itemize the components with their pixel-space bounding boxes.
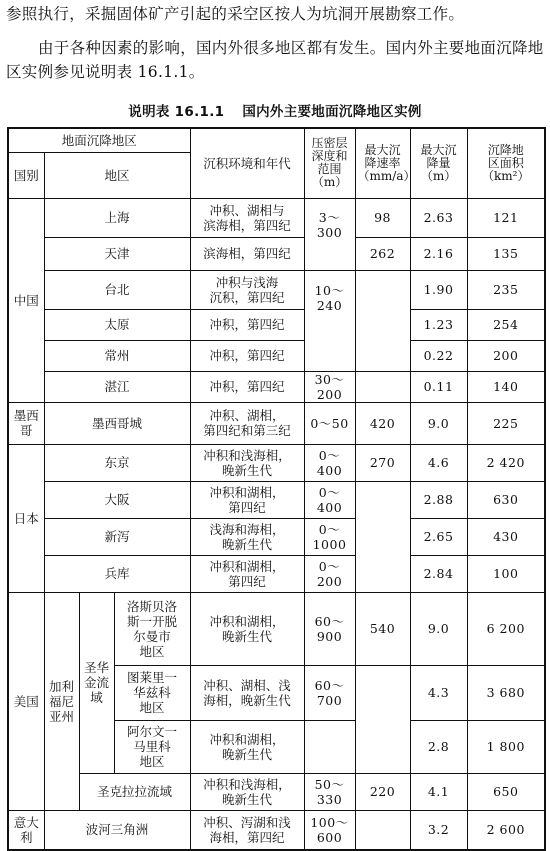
area-cell: 兵库 (44, 555, 190, 592)
env-cell: 冲积，第四纪 (190, 340, 304, 371)
env-cell: 冲积、湖相、浅 海相，晚新生代 (190, 665, 304, 720)
subsidence-cell: 4.1 (410, 773, 467, 810)
country-italy: 意大 利 (8, 810, 44, 850)
header-environment: 沉积环境和年代 (190, 128, 304, 198)
area-size-cell: 140 (467, 371, 545, 402)
rate-cell (355, 270, 410, 371)
table-row (8, 773, 545, 810)
state-california: 加利 福尼 亚州 (44, 592, 79, 810)
table-number: 说明表 16.1.1 (128, 104, 225, 120)
area-cell: 圣克拉拉流域 (79, 773, 190, 810)
header-depth: 压密层 深度和 范围 （m） (304, 128, 355, 198)
rate-cell (355, 371, 410, 402)
depth-cell: 60～900 (304, 592, 355, 665)
area-cell: 台北 (44, 270, 190, 309)
header-region-group: 地面沉降地区 (8, 128, 190, 152)
table-row (8, 518, 545, 555)
area-size-cell: 650 (467, 773, 545, 810)
depth-cell: 0～400 (304, 444, 355, 481)
depth-cell: 100～600 (304, 810, 355, 850)
area-size-cell: 121 (467, 198, 545, 237)
depth-cell: 0～1000 (304, 518, 355, 555)
subsidence-cell: 3.2 (410, 810, 467, 850)
table-row (8, 270, 545, 309)
depth-cell: 30～200 (304, 371, 355, 402)
area-size-cell: 630 (467, 481, 545, 518)
rate-cell (355, 810, 410, 850)
depth-cell (304, 720, 355, 773)
area-cell: 阿尔文一 马里科 地区 (114, 720, 190, 773)
depth-cell: 3～300 (304, 198, 355, 270)
header-area: 地区 (44, 152, 190, 198)
table-title: 国内外主要地面沉降地区实例 (242, 104, 422, 120)
area-size-cell: 1 800 (467, 720, 545, 773)
header-area-size: 沉降地 区面积 （km²） (467, 128, 545, 198)
depth-cell: 60～700 (304, 665, 355, 720)
area-cell: 洛斯贝洛 斯一开脱 尔曼市 地区 (114, 592, 190, 665)
header-row-1 (8, 128, 545, 152)
subsidence-cell: 1.23 (410, 309, 467, 340)
depth-cell: 0～200 (304, 555, 355, 592)
table-row (8, 371, 545, 402)
env-cell: 冲积和浅海相， 晚新生代 (190, 773, 304, 810)
depth-cell: 10～240 (304, 270, 355, 371)
subsidence-cell: 2.8 (410, 720, 467, 773)
area-size-cell: 200 (467, 340, 545, 371)
subsidence-cell: 0.22 (410, 340, 467, 371)
rate-cell (355, 481, 410, 592)
area-size-cell: 135 (467, 237, 545, 270)
country-mexico: 墨西 哥 (8, 402, 44, 444)
table-row (8, 810, 545, 850)
area-cell: 墨西哥城 (44, 402, 190, 444)
subsidence-cell: 4.3 (410, 665, 467, 720)
area-cell: 波河三角洲 (44, 810, 190, 850)
env-cell: 冲积、湖相与 滨海相，第四纪 (190, 198, 304, 237)
env-cell: 冲积、湖相， 第四纪和第三纪 (190, 402, 304, 444)
env-cell: 冲积，第四纪 (190, 371, 304, 402)
depth-cell: 0～50 (304, 402, 355, 444)
area-cell: 太原 (44, 309, 190, 340)
table-caption (0, 100, 550, 120)
area-size-cell: 3 680 (467, 665, 545, 720)
area-cell: 上海 (44, 198, 190, 237)
intro-paragraph-2: 由于各种因素的影响，国内外很多地区都有发生。国内外主要地面沉降地区实例参见说明表 16.1.1。 (6, 39, 544, 81)
area-cell: 湛江 (44, 371, 190, 402)
subsidence-cell: 2.65 (410, 518, 467, 555)
area-size-cell: 2 420 (467, 444, 545, 481)
subsidence-cell: 2.88 (410, 481, 467, 518)
country-japan: 日本 (8, 444, 44, 592)
table-row (8, 237, 545, 270)
rate-cell (355, 665, 410, 773)
table-row (8, 198, 545, 237)
table-row (8, 444, 545, 481)
env-cell: 滨海相，第四纪 (190, 237, 304, 270)
header-subsidence: 最大沉 降量 （m） (410, 128, 467, 198)
rate-cell: 262 (355, 237, 410, 270)
env-cell: 冲积与浅海 沉积，第四纪 (190, 270, 304, 309)
env-cell: 冲积、泻湖和浅 海相，第四纪 (190, 810, 304, 850)
area-cell: 新泻 (44, 518, 190, 555)
table-row (8, 592, 545, 665)
subsidence-cell: 2.84 (410, 555, 467, 592)
subsidence-cell: 4.6 (410, 444, 467, 481)
table-row (8, 555, 545, 592)
subsidence-cell: 9.0 (410, 592, 467, 665)
depth-cell: 0～400 (304, 481, 355, 518)
country-usa: 美国 (8, 592, 44, 810)
area-cell: 常州 (44, 340, 190, 371)
subsidence-table (7, 127, 546, 851)
area-cell: 大阪 (44, 481, 190, 518)
area-size-cell: 6 200 (467, 592, 545, 665)
subsidence-cell: 2.16 (410, 237, 467, 270)
area-cell: 东京 (44, 444, 190, 481)
basin-san-joaquin: 圣华 金流 域 (79, 592, 114, 773)
area-size-cell: 225 (467, 402, 545, 444)
area-cell: 天津 (44, 237, 190, 270)
env-cell: 冲积，第四纪 (190, 309, 304, 340)
env-cell: 冲积和湖相， 第四纪 (190, 555, 304, 592)
env-cell: 冲积和湖相， 第四纪 (190, 481, 304, 518)
area-size-cell: 235 (467, 270, 545, 309)
env-cell: 浅海和海相， 晚新生代 (190, 518, 304, 555)
table-row (8, 402, 545, 444)
area-size-cell: 100 (467, 555, 545, 592)
rate-cell: 220 (355, 773, 410, 810)
intro-paragraph-1: 参照执行，采掘固体矿产引起的采空区按人为坑洞开展勘察工作。 (6, 5, 465, 23)
subsidence-cell: 1.90 (410, 270, 467, 309)
rate-cell: 540 (355, 592, 410, 665)
area-size-cell: 430 (467, 518, 545, 555)
env-cell: 冲积和浅海相， 晚新生代 (190, 444, 304, 481)
rate-cell: 420 (355, 402, 410, 444)
area-size-cell: 2 600 (467, 810, 545, 850)
env-cell: 冲积和湖相， 晚新生代 (190, 720, 304, 773)
table-row (8, 340, 545, 371)
rate-cell: 270 (355, 444, 410, 481)
rate-cell: 98 (355, 198, 410, 237)
country-china: 中国 (8, 198, 44, 402)
table-row (8, 309, 545, 340)
env-cell: 冲积和湖相， 晚新生代 (190, 592, 304, 665)
table-row (8, 481, 545, 518)
area-cell: 图莱里一 华兹科 地区 (114, 665, 190, 720)
subsidence-cell: 9.0 (410, 402, 467, 444)
depth-cell: 50～330 (304, 773, 355, 810)
header-rate: 最大沉 降速率 （mm/a） (355, 128, 410, 198)
area-size-cell: 254 (467, 309, 545, 340)
subsidence-cell: 2.63 (410, 198, 467, 237)
header-country: 国别 (8, 152, 44, 198)
subsidence-cell: 0.11 (410, 371, 467, 402)
